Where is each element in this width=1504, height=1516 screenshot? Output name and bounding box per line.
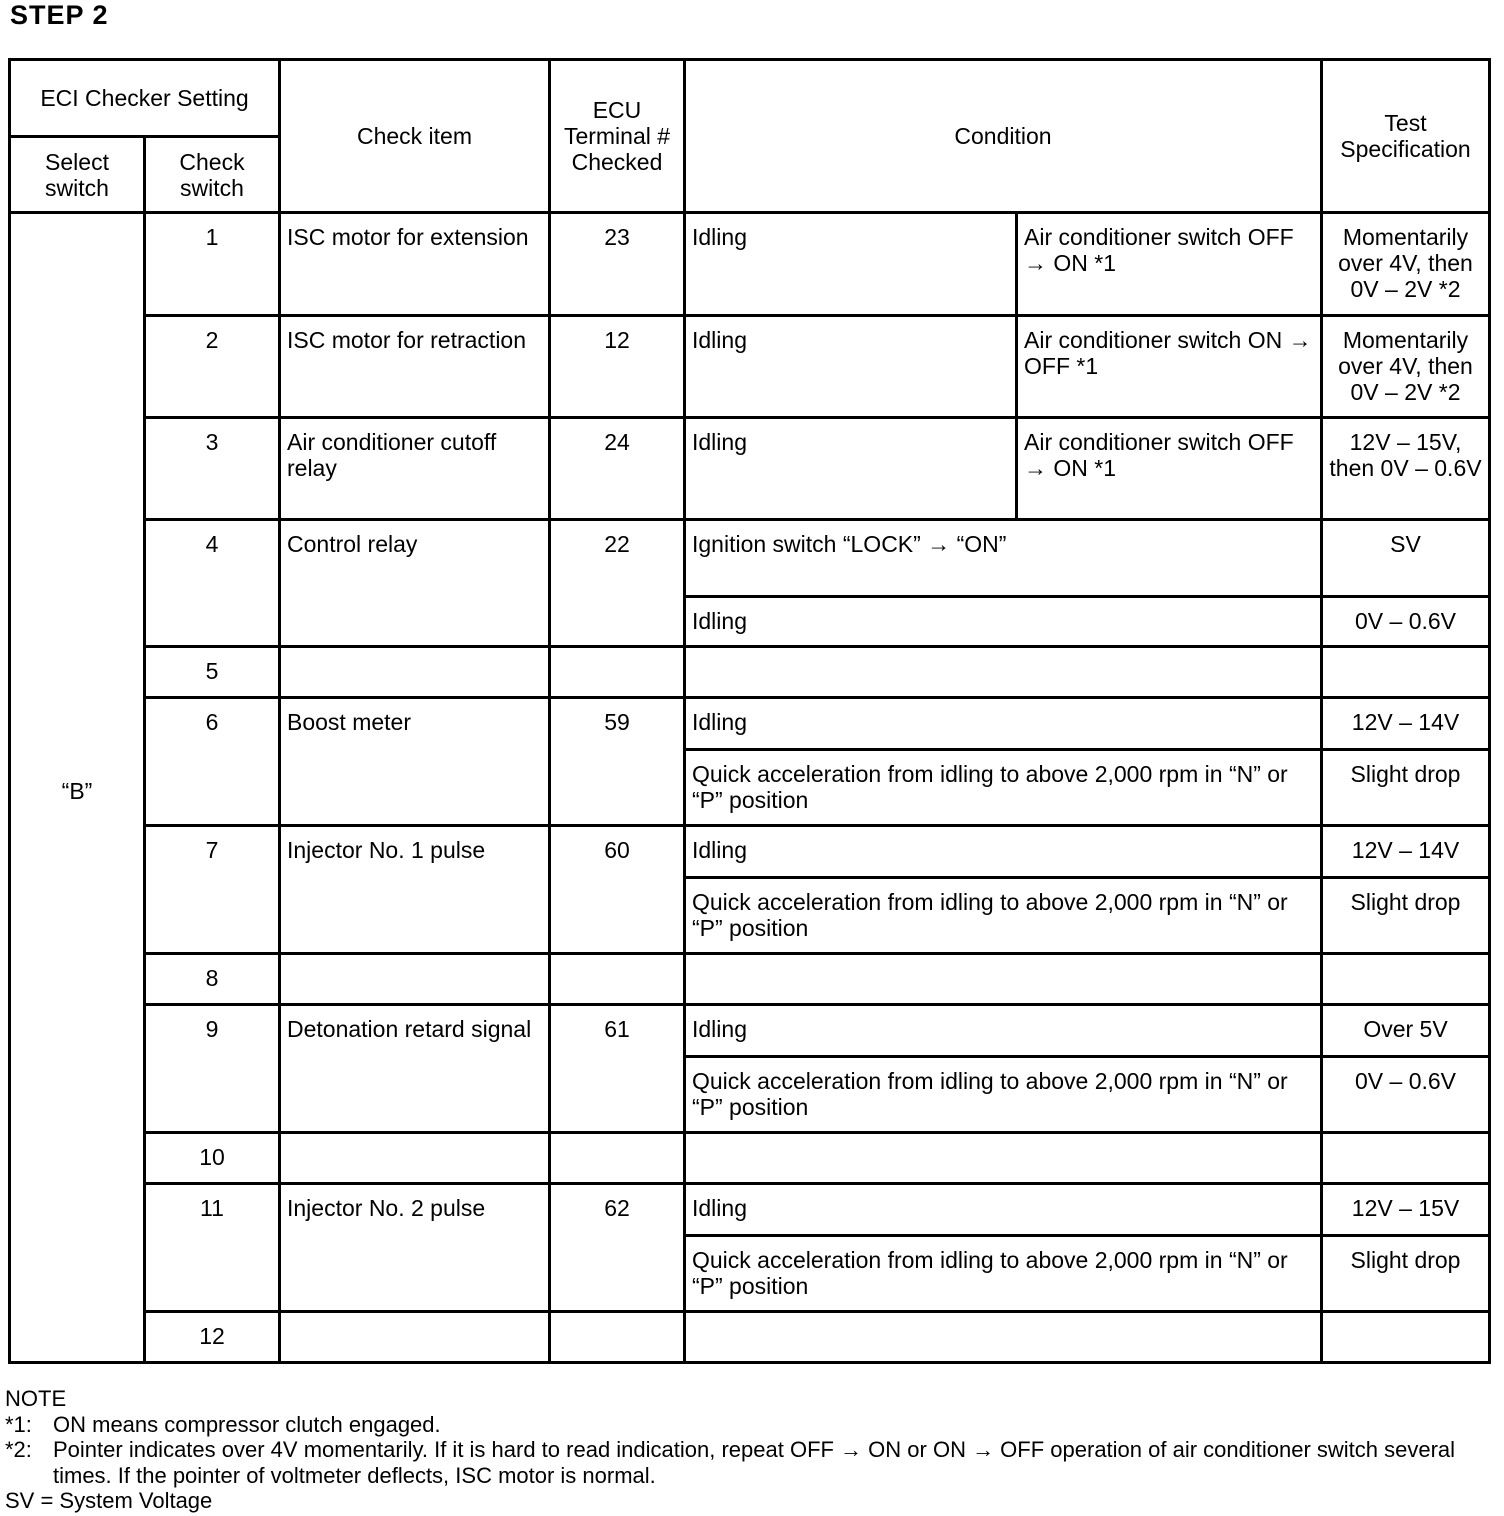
terminal-cell: 59	[550, 698, 685, 826]
spec-cell: SV	[1322, 520, 1490, 597]
check-item-cell	[280, 954, 550, 1005]
condition-cell	[685, 647, 1322, 698]
spec-cell: Over 5V	[1322, 1005, 1490, 1057]
terminal-cell	[550, 647, 685, 698]
header-setting-group: ECI Checker Setting	[10, 60, 280, 137]
spec-cell: 12V – 15V, then 0V – 0.6V	[1322, 418, 1490, 520]
header-check-switch: Check switch	[145, 137, 280, 213]
check-switch-cell: 5	[145, 647, 280, 698]
condition-cell: Idling	[685, 316, 1017, 418]
note-1	[5, 1412, 1495, 1438]
terminal-cell: 62	[550, 1184, 685, 1312]
spec-cell: Slight drop	[1322, 878, 1490, 954]
check-switch-cell: 11	[145, 1184, 280, 1312]
terminal-cell: 12	[550, 316, 685, 418]
check-item-cell: Injector No. 2 pulse	[280, 1184, 550, 1312]
check-switch-cell: 7	[145, 826, 280, 954]
condition-cell: Idling	[685, 826, 1322, 878]
spec-cell: 12V – 14V	[1322, 698, 1490, 750]
header-ecu-terminal: ECU Terminal # Checked	[550, 60, 685, 213]
condition-cell: Quick acceleration from idling to above 2,000 rpm in “N” or “P” position	[685, 1236, 1322, 1312]
condition-cell: Idling	[685, 698, 1322, 750]
check-switch-cell: 12	[145, 1312, 280, 1363]
header-row-1	[10, 60, 1490, 137]
header-check-item: Check item	[280, 60, 550, 213]
spec-cell: Momentarily over 4V, then 0V – 2V *2	[1322, 213, 1490, 316]
check-item-cell: Air conditioner cutoff relay	[280, 418, 550, 520]
condition-detail-cell: Air conditioner switch ON → OFF *1	[1017, 316, 1322, 418]
terminal-cell	[550, 1312, 685, 1363]
condition-cell	[685, 954, 1322, 1005]
table-row	[10, 1133, 1490, 1184]
table-row	[10, 647, 1490, 698]
note-2	[5, 1437, 1495, 1488]
condition-cell: Quick acceleration from idling to above 2,000 rpm in “N” or “P” position	[685, 750, 1322, 826]
spec-cell: 0V – 0.6V	[1322, 597, 1490, 647]
sv-definition: SV = System Voltage	[5, 1488, 213, 1513]
condition-cell: Idling	[685, 1184, 1322, 1236]
table-row	[10, 316, 1490, 418]
check-switch-cell: 1	[145, 213, 280, 316]
terminal-cell	[550, 1133, 685, 1184]
spec-cell: 12V – 14V	[1322, 826, 1490, 878]
condition-cell	[685, 1312, 1322, 1363]
table-row	[10, 213, 1490, 316]
header-condition: Condition	[685, 60, 1322, 213]
check-switch-cell: 9	[145, 1005, 280, 1133]
check-item-cell: Detonation retard signal	[280, 1005, 550, 1133]
terminal-cell: 23	[550, 213, 685, 316]
check-item-cell	[280, 1312, 550, 1363]
check-item-cell	[280, 647, 550, 698]
table-row	[10, 826, 1490, 878]
condition-detail-cell: Air conditioner switch OFF → ON *1	[1017, 418, 1322, 520]
condition-cell: Idling	[685, 1005, 1322, 1057]
check-item-cell	[280, 1133, 550, 1184]
spec-cell	[1322, 647, 1490, 698]
note-1-text: ON means compressor clutch engaged.	[53, 1411, 441, 1437]
spec-cell: Momentarily over 4V, then 0V – 2V *2	[1322, 316, 1490, 418]
check-item-cell: ISC motor for extension	[280, 213, 550, 316]
header-test-spec: Test Specification	[1322, 60, 1490, 213]
condition-cell	[685, 1133, 1322, 1184]
spec-cell	[1322, 1133, 1490, 1184]
note-2-mark: *2:	[5, 1437, 32, 1462]
condition-cell: Idling	[685, 213, 1017, 316]
check-switch-cell: 4	[145, 520, 280, 647]
spec-cell	[1322, 1312, 1490, 1363]
condition-cell: Quick acceleration from idling to above 2,000 rpm in “N” or “P” position	[685, 878, 1322, 954]
check-table	[8, 58, 1491, 1364]
table-row	[10, 1005, 1490, 1057]
table-row	[10, 698, 1490, 750]
check-switch-cell: 8	[145, 954, 280, 1005]
terminal-cell: 60	[550, 826, 685, 954]
check-item-cell: Injector No. 1 pulse	[280, 826, 550, 954]
select-switch-value: “B”	[10, 213, 145, 1363]
terminal-cell: 61	[550, 1005, 685, 1133]
header-select-switch: Select switch	[10, 137, 145, 213]
notes-heading: NOTE	[5, 1386, 67, 1411]
check-switch-cell: 6	[145, 698, 280, 826]
condition-detail-cell: Air conditioner switch OFF → ON *1	[1017, 213, 1322, 316]
condition-cell: Ignition switch “LOCK” → “ON”	[685, 520, 1322, 597]
spec-cell: Slight drop	[1322, 1236, 1490, 1312]
check-item-cell: ISC motor for retraction	[280, 316, 550, 418]
table-row	[10, 1184, 1490, 1236]
spec-cell: 0V – 0.6V	[1322, 1057, 1490, 1133]
spec-cell	[1322, 954, 1490, 1005]
terminal-cell: 22	[550, 520, 685, 647]
note-2-text: Pointer indicates over 4V momentarily. If it is hard to read indication, repeat OFF → ON or ON → OFF operation of air conditioner switch several times. If the pointer of voltmeter deflects, ISC motor is normal.	[53, 1437, 1456, 1488]
terminal-cell	[550, 954, 685, 1005]
table-row	[10, 1312, 1490, 1363]
terminal-cell: 24	[550, 418, 685, 520]
notes-section	[5, 1386, 1495, 1514]
table-row	[10, 418, 1490, 520]
note-1-mark: *1:	[5, 1411, 32, 1437]
spec-cell: Slight drop	[1322, 750, 1490, 826]
check-item-cell: Control relay	[280, 520, 550, 647]
check-switch-cell: 3	[145, 418, 280, 520]
check-switch-cell: 10	[145, 1133, 280, 1184]
page-title: STEP 2	[10, 0, 109, 30]
condition-cell: Quick acceleration from idling to above 2,000 rpm in “N” or “P” position	[685, 1057, 1322, 1133]
check-item-cell: Boost meter	[280, 698, 550, 826]
condition-cell: Idling	[685, 418, 1017, 520]
table-row	[10, 954, 1490, 1005]
spec-cell: 12V – 15V	[1322, 1184, 1490, 1236]
condition-cell: Idling	[685, 597, 1322, 647]
check-switch-cell: 2	[145, 316, 280, 418]
table-row	[10, 520, 1490, 597]
